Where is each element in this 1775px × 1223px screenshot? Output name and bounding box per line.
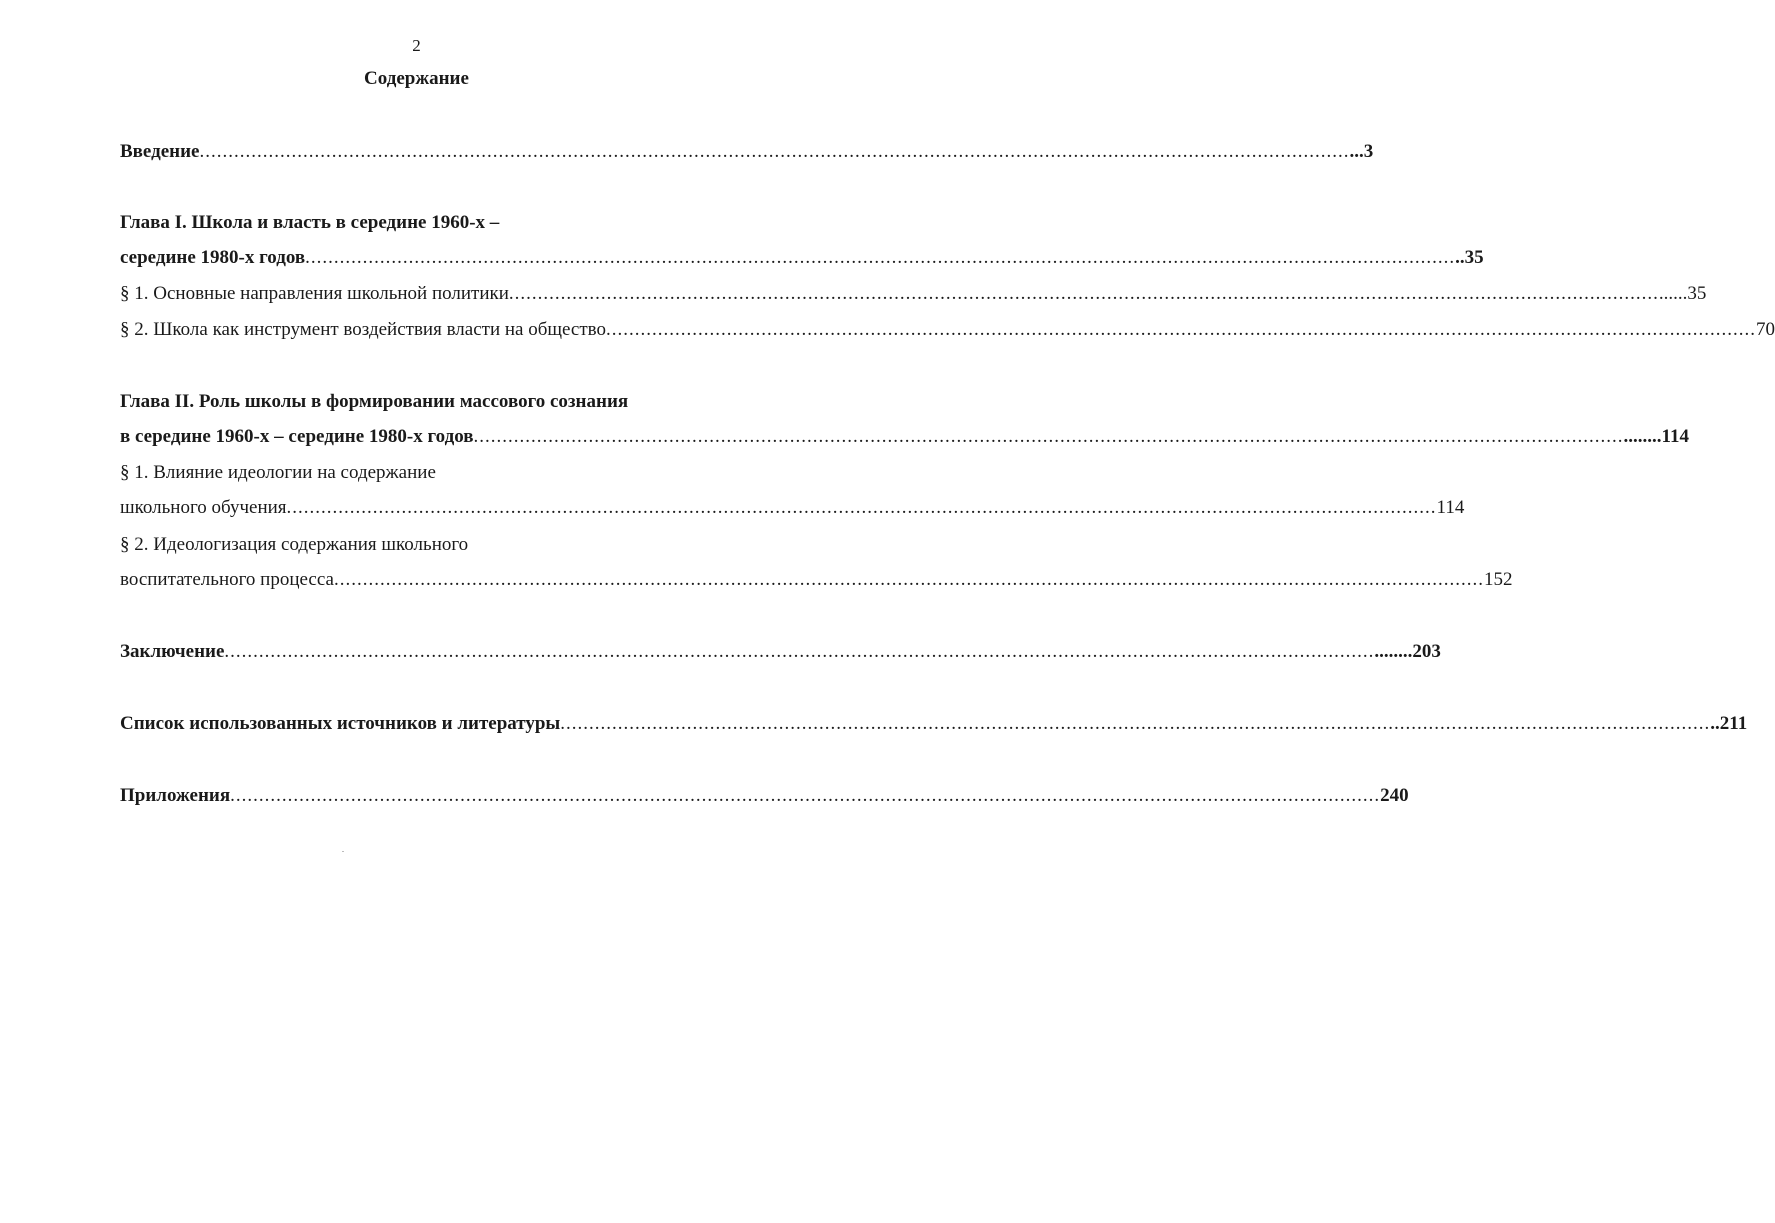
toc-entry-title: середине 1980-х годов (120, 247, 306, 268)
toc-entry-ch2-section-1[interactable] (120, 496, 1465, 520)
toc-page-number: ...3 (1349, 141, 1374, 162)
leader-dots: ........................................................................................................................................................................................................ (199, 141, 1350, 162)
toc-page-number: ......35 (1658, 283, 1707, 304)
toc-page-number: 114 (1436, 497, 1465, 518)
leader-dots: ........................................................................................................................................................................................................ (305, 247, 1456, 268)
toc-entry-title: § 1. Основные направления школьной политики (120, 283, 509, 304)
toc-entry-title: Приложения (120, 785, 231, 806)
toc-ch2-section-1-line1[interactable]: § 1. Влияние идеологии на содержание (120, 462, 436, 483)
toc-entry-ch1-section-1[interactable] (120, 282, 1707, 306)
leader-dots: ........................................................................................................................................................................................................ (286, 497, 1437, 518)
leader-dots: ........................................................................................................................................................................................................ (333, 569, 1484, 590)
toc-entry-chapter-1[interactable] (120, 246, 1484, 270)
toc-entry-ch1-section-2[interactable] (120, 318, 1775, 342)
leader-dots: ........................................................................................................................................................................................................ (230, 785, 1381, 806)
toc-entry-title: Заключение (120, 641, 225, 662)
toc-entry-sources[interactable] (120, 712, 1748, 736)
toc-page-number: ........203 (1374, 641, 1441, 662)
leader-dots: ........................................................................................................................................................................................................ (606, 319, 1756, 340)
toc-chapter-2-heading[interactable]: Глава II. Роль школы в формировании массового сознания (120, 391, 629, 412)
toc-entry-title: воспитательного процесса (120, 569, 334, 590)
toc-entry-title: Список использованных источников и литературы (120, 713, 561, 734)
toc-entry-conclusion[interactable] (120, 640, 1441, 664)
leader-dots: ........................................................................................................................................................................................................ (508, 283, 1659, 304)
leader-dots: ........................................................................................................................................................................................................ (560, 713, 1711, 734)
toc-entry-chapter-2[interactable] (120, 425, 1689, 449)
toc-entry-title: § 2. Школа как инструмент воздействия власти на общество (120, 319, 606, 340)
toc-ch2-section-2-line1[interactable]: § 2. Идеологизация содержания школьного (120, 534, 469, 555)
toc-page-number: ........114 (1623, 426, 1689, 447)
page-number: 2 (412, 36, 421, 55)
toc-entry-title: в середине 1960-х – середине 1980-х годов (120, 426, 474, 447)
toc-entry-title: школьного обучения (120, 497, 287, 518)
page-title: Содержание (364, 68, 469, 89)
toc-entry-appendix[interactable] (120, 784, 1409, 808)
toc-entry-intro[interactable] (120, 140, 1374, 164)
scan-speck (342, 851, 344, 852)
toc-chapter-1-heading[interactable]: Глава I. Школа и власть в середине 1960-х – (120, 212, 500, 233)
toc-entry-ch2-section-2[interactable] (120, 568, 1513, 592)
toc-page-number: ..211 (1710, 713, 1748, 734)
toc-page-number: 152 (1483, 569, 1513, 590)
leader-dots: ........................................................................................................................................................................................................ (224, 641, 1375, 662)
leader-dots: ........................................................................................................................................................................................................ (473, 426, 1624, 447)
toc-entry-title: Введение (120, 141, 200, 162)
toc-page-number: 70 (1756, 319, 1775, 340)
toc-page-number: ..35 (1455, 247, 1484, 268)
toc-page-number: 240 (1380, 785, 1409, 806)
